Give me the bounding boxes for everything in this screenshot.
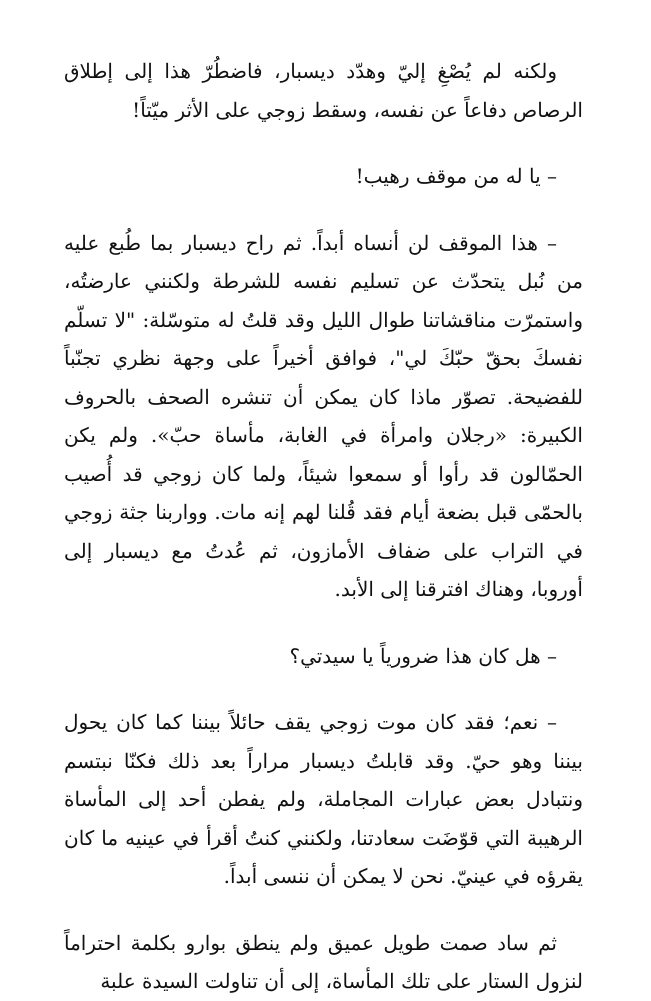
page-text-column bbox=[64, 52, 583, 1001]
paragraph-2: – يا له من موقف رهيب! bbox=[355, 164, 557, 188]
paragraph-5: – نعم؛ فقد كان موت زوجي يقف حائلاً بيننا كما كان يحول بيننا وهو حيّ. وقد قابلتُ ديسبار مراراً بعد ذلك فكنّا نبتسم ونتبادل بعض عبارات المجاملة، ولم يفطن أحد إلى المأساة الرهيبة التي قوّضَت سعادتنا، ولكنني كنتُ أقرأ في عينيه ما كان يقرؤه في عينيّ. نحن لا يمكن أن ننسى أبداً. bbox=[64, 710, 583, 888]
paragraph-4: – هل كان هذا ضرورياً يا سيدتي؟ bbox=[289, 643, 557, 668]
paragraph-1: ولكنه لم يُصْغِ إليّ وهدّد ديسبار، فاضطُرّ هذا إلى إطلاق الرصاص دفاعاً عن نفسه، وسقط زوجي على الأثر ميّتاً! bbox=[64, 59, 583, 122]
paragraph-3: – هذا الموقف لن أنساه أبداً. ثم راح ديسبار بما طُبع عليه من نُبل يتحدّث عن تسليم نفسه للشرطة ولكنني عارضتُه، واستمرّت مناقشاتنا طوال الليل وقد قلتُ له متوسّلة: "لا تسلّم نفسكَ بحقّ حبّكَ لي"، فوافق أخيراً على وجهة نظري تجنّباً للفضيحة. تصوّر ماذا كان يمكن أن تنشره الصحف بالحروف الكبيرة: «رجلان وامرأة في الغابة، مأساة حبّ». ولم يكن الحمّالون قد رأوا أو سمعوا شيئاً، ولما كان زوجي قد أُصيب بالحمّى قبل بضعة أيام فقد قُلنا لهم إنه مات. وواربنا جثة زوجي في التراب على ضفاف الأمازون، ثم عُدتُ مع ديسبار إلى أوروبا، وهناك افترقنا إلى الأبد. bbox=[64, 230, 583, 601]
paragraph-6: ثم ساد صمت طويل عميق ولم ينطق بوارو بكلمة احتراماً لنزول الستار على تلك المأساة، إلى أن تناولت السيدة علبة bbox=[64, 930, 583, 993]
